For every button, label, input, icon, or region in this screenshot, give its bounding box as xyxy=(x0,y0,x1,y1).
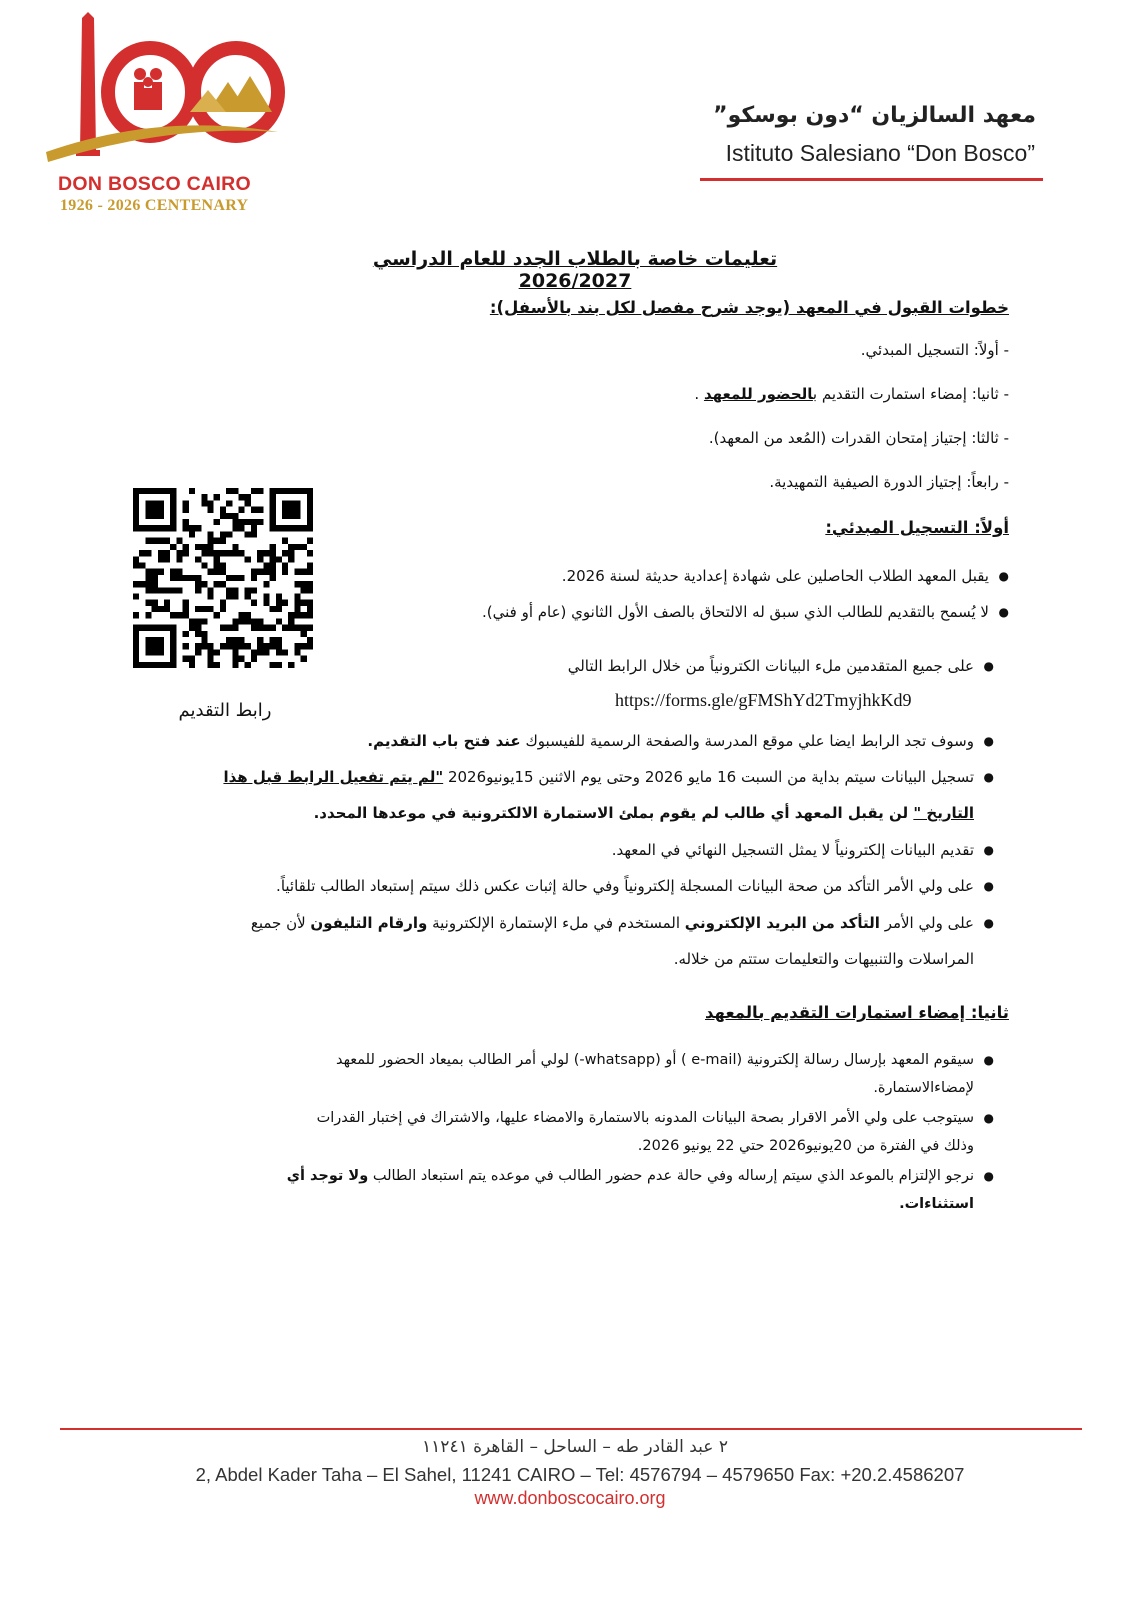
footer-website-link[interactable]: www.donboscocairo.org xyxy=(474,1488,666,1508)
list-item: ● على ولي الأمر التأكد من صحة البيانات المسجلة إلكترونياً وفي حالة إثبات عكس ذلك سيتم إستبعاد الطالب تلقائياً. xyxy=(276,877,994,895)
header-divider xyxy=(700,178,1043,181)
list-item: ● سيتوجب على ولي الأمر الاقرار بصحة البيانات المدونه بالاستمارة والامضاء عليها، والاشتراك في إختبار القدرات xyxy=(316,1110,994,1126)
section1-heading: أولاً: التسجيل المبدئي: xyxy=(825,518,1009,537)
institute-name-arabic: معهد السالزيان “دون بوسكو” xyxy=(713,103,1036,128)
step-4: - رابعاً: إجتياز الدورة الصيفية التمهيدية. xyxy=(769,473,1009,491)
step-3: - ثالثا: إجتياز إمتحان القدرات (المُعد من المعهد). xyxy=(708,429,1009,447)
footer-divider xyxy=(60,1428,1082,1430)
list-item: ● يقبل المعهد الطلاب الحاصلين على شهادة إعدادية حديثة لسنة 2026. xyxy=(561,567,1009,585)
qr-code[interactable] xyxy=(133,488,313,668)
list-item-cont: لإمضاءالاستمارة. xyxy=(873,1080,974,1096)
list-item-cont: استثناءات. xyxy=(899,1196,974,1212)
list-item: ● على جميع المتقدمين ملء البيانات الكترونياً من خلال الرابط التالي xyxy=(567,657,994,675)
list-item-cont: وذلك في الفترة من 20يونيو2026 حتي 22 يونيو 2026. xyxy=(637,1138,974,1154)
institute-name-italian: Istituto Salesiano “Don Bosco” xyxy=(725,140,1035,166)
admission-heading: خطوات القبول في المعهد (يوجد شرح مفصل لكل بند بالأسفل): xyxy=(489,298,1009,317)
list-item: ● وسوف تجد الرابط ايضا علي موقع المدرسة والصفحة الرسمية للفيسبوك عند فتح باب التقديم. xyxy=(367,732,994,750)
footer-address-english: 2, Abdel Kader Taha – El Sahel, 11241 CAIRO – Tel: 4576794 – 4579650 Fax: +20.2.4586207 xyxy=(195,1464,965,1485)
section2-heading: ثانيا: إمضاء استمارات التقديم بالمعهد xyxy=(705,1003,1009,1022)
list-item: ● على ولي الأمر التأكد من البريد الإلكتروني المستخدم في ملء الإستمارة الإلكترونية وارقام التليفون لأن جميع xyxy=(250,914,994,932)
list-item: ● سيقوم المعهد بإرسال رسالة إلكترونية (e-mail ) أو (whatsapp-) لولي أمر الطالب بميعاد الحضور للمعهد xyxy=(336,1052,994,1068)
logo-name: DON BOSCO CAIRO xyxy=(58,173,252,195)
step-2: - ثانيا: إمضاء استمارت التقديم بالحضور للمعهد . xyxy=(694,385,1009,403)
list-item-cont: التاريخ " لن يقبل المعهد أي طالب لم يقوم بملئ الاستمارة الالكترونية في موعدها المحدد. xyxy=(313,804,974,822)
qr-caption: رابط التقديم xyxy=(178,700,272,721)
page-title: تعليمات خاصة بالطلاب الجدد للعام الدراسي 2026/2027 xyxy=(372,248,778,292)
logo-years: 1926 - 2026 CENTENARY xyxy=(60,197,249,214)
registration-link[interactable]: https://forms.gle/gFMShYd2TmyjhkKd9 xyxy=(615,690,912,710)
footer-address-arabic: ٢ عبد القادر طه – الساحل – القاهرة ١١٢٤١ xyxy=(422,1437,728,1457)
step-1: - أولاً: التسجيل المبدئي. xyxy=(860,341,1009,359)
list-item-cont: المراسلات والتنبيهات والتعليمات ستتم من خلاله. xyxy=(673,950,974,968)
list-item: ● تسجيل البيانات سيتم بداية من السبت 16 مايو 2026 وحتى يوم الاثنين 15يونيو2026 "لم يتم تفعيل الرابط قبل هذا xyxy=(223,768,994,786)
list-item: ● نرجو الإلتزام بالموعد الذي سيتم إرساله وفي حالة عدم حضور الطالب في موعده يتم استبعاد الطالب ولا توجد أي xyxy=(286,1168,994,1184)
list-item: ● تقديم البيانات إلكترونياً لا يمثل التسجيل النهائي في المعهد. xyxy=(611,841,994,859)
list-item: ● لا يُسمح بالتقديم للطالب الذي سبق له الالتحاق بالصف الأول الثانوي (عام أو فني). xyxy=(481,603,1009,621)
